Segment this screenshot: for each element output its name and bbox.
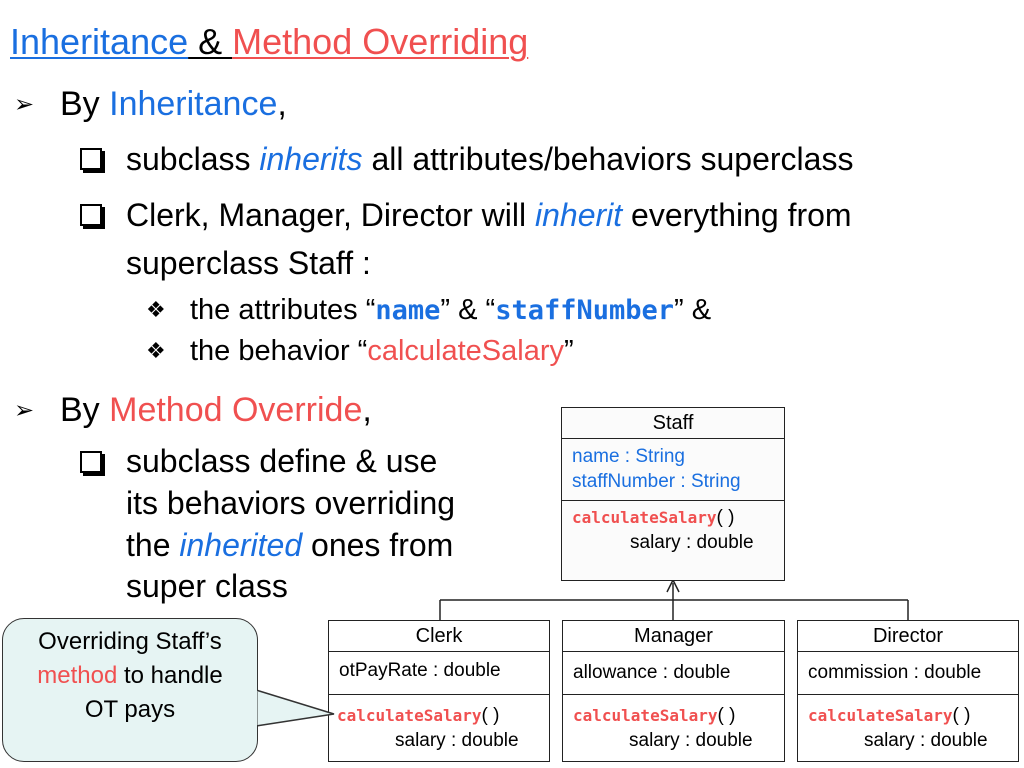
staff-method: calculateSalary( ) salary : double — [572, 507, 754, 553]
class-name: Staff — [562, 408, 784, 439]
checkbox-bullet-icon — [80, 148, 102, 170]
staff-attributes: name : String staffNumber : String — [562, 439, 784, 501]
clerk-attributes: otPayRate : double — [329, 652, 549, 695]
attributes-line: the attributes “name” & “staffNumber” & — [190, 294, 712, 326]
inherits-line: subclass inherits all attributes/behaviors superclass — [126, 141, 854, 177]
manager-method: calculateSalary( ) salary : double — [573, 705, 753, 751]
diamond-bullet-icon: ❖ — [146, 297, 166, 322]
uml-class-clerk — [328, 620, 550, 762]
slide-title — [10, 20, 528, 64]
override-line-2: its behaviors overriding — [126, 485, 456, 521]
callout-tail — [256, 690, 334, 726]
inheritance-arrowhead-icon — [667, 580, 679, 592]
title-ampersand: & — [188, 21, 233, 62]
arrow-bullet-icon: ➢ — [14, 91, 35, 118]
title-inheritance: Inheritance — [10, 21, 189, 62]
uml-class-director — [797, 620, 1019, 762]
override-line-4: super class — [126, 568, 288, 604]
behavior-line: the behavior “calculateSalary” — [190, 335, 574, 367]
override-line-1: subclass define & use — [126, 443, 438, 479]
clerk-method: calculateSalary( ) salary : double — [337, 705, 519, 751]
diamond-bullet-icon: ❖ — [146, 338, 166, 363]
director-attributes: commission : double — [798, 652, 1018, 695]
section-override-heading: By Method Override, — [60, 391, 372, 429]
manager-attributes: allowance : double — [563, 652, 784, 695]
class-name: Director — [798, 621, 1018, 652]
class-name: Manager — [563, 621, 784, 652]
checkbox-bullet-icon — [80, 451, 102, 473]
checkbox-bullet-icon — [80, 204, 102, 226]
section-inheritance-heading: By Inheritance, — [60, 85, 287, 123]
override-line-3: the inherited ones from — [126, 527, 454, 563]
arrow-bullet-icon: ➢ — [14, 397, 35, 424]
superclass-staff-line: superclass Staff : — [126, 245, 371, 281]
uml-class-manager — [562, 620, 785, 762]
director-method: calculateSalary( ) salary : double — [808, 705, 988, 751]
class-name: Clerk — [329, 621, 549, 652]
inherit-everything-line: Clerk, Manager, Director will inherit everything from — [126, 197, 852, 233]
title-method-overriding: Method Overriding — [232, 21, 529, 62]
uml-class-staff — [561, 407, 785, 581]
callout-note: Overriding Staff’s method to handle OT pays — [2, 618, 258, 762]
